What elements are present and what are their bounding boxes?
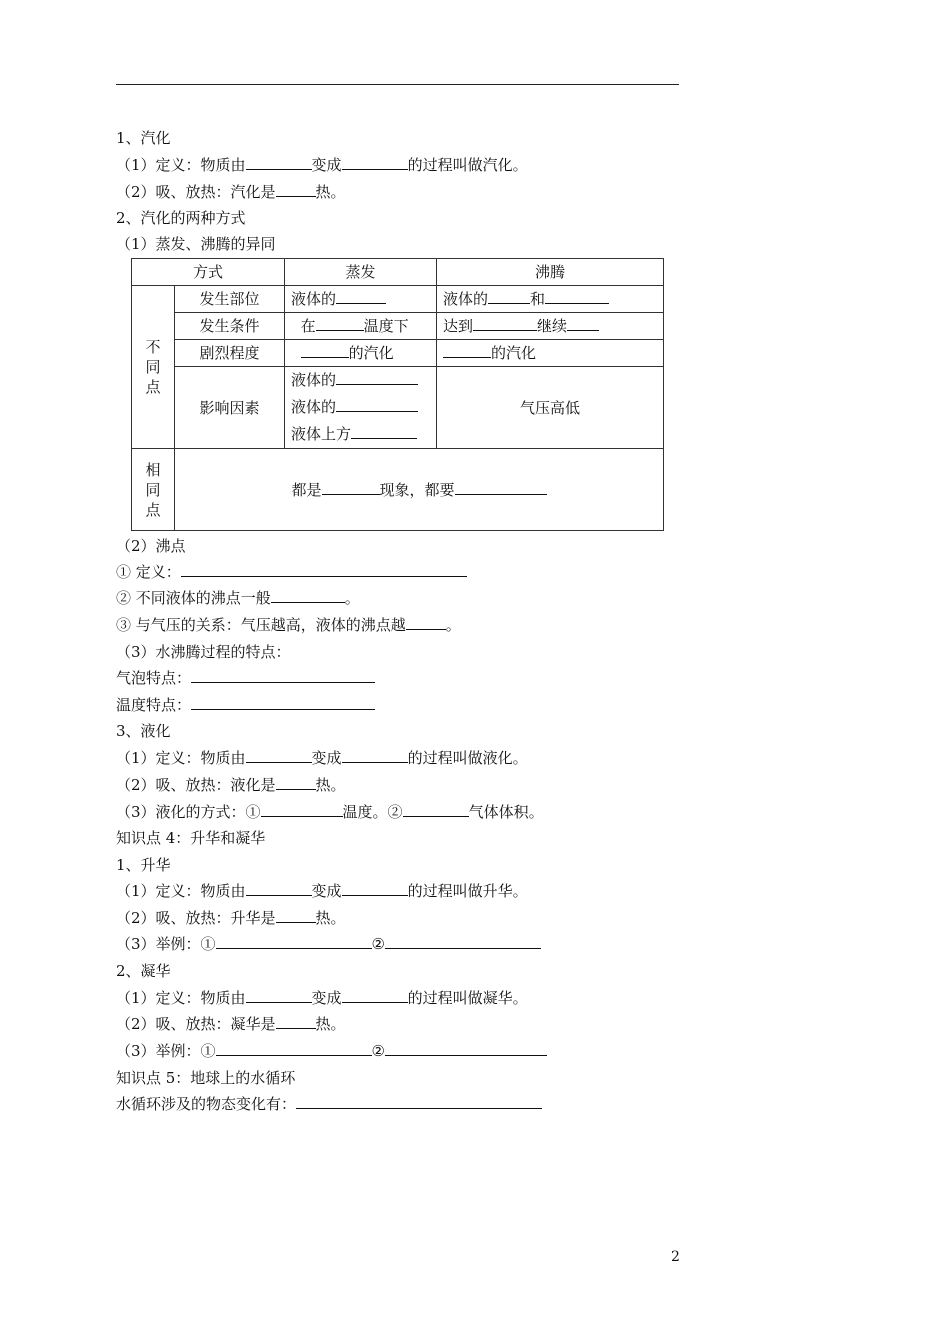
table-cell: 在 温度下	[285, 313, 437, 340]
question-line: （1）蒸发、沸腾的异同	[116, 235, 276, 253]
answer-blank[interactable]	[336, 370, 418, 385]
answer-blank[interactable]	[276, 908, 316, 923]
question-line: （2）吸、放热：液化是 热。	[116, 776, 346, 794]
table-cell: 液体的	[285, 286, 437, 313]
question-line: 水循环涉及的物态变化有：	[116, 1094, 542, 1114]
table-row	[132, 367, 664, 449]
section-title: 2、凝华	[116, 962, 171, 980]
answer-blank[interactable]	[261, 802, 343, 817]
row-label: 发生部位	[175, 286, 285, 313]
answer-blank[interactable]	[567, 316, 599, 331]
diff-label-cell: 不同点	[132, 286, 175, 449]
answer-blank[interactable]	[276, 182, 316, 197]
answer-blank[interactable]	[216, 1041, 372, 1056]
answer-blank[interactable]	[342, 881, 408, 896]
answer-blank[interactable]	[342, 988, 408, 1003]
question-line: ③ 与气压的关系：气压越高，液体的沸点越 。	[116, 616, 461, 634]
section-title: 2、汽化的两种方式	[116, 209, 246, 227]
same-label-cell: 相同点	[132, 449, 175, 531]
table-cell: 的汽化	[285, 340, 437, 367]
answer-blank[interactable]	[545, 289, 609, 304]
question-line: （2）吸、放热：升华是 热。	[116, 909, 346, 927]
answer-blank[interactable]	[385, 1041, 547, 1056]
question-line: ② 不同液体的沸点一般 。	[116, 589, 360, 607]
answer-blank[interactable]	[443, 343, 491, 358]
header-rule	[116, 84, 679, 85]
answer-blank[interactable]	[271, 588, 345, 603]
answer-blank[interactable]	[488, 289, 530, 304]
answer-blank[interactable]	[276, 775, 316, 790]
question-line: （3）举例：① ②	[116, 934, 541, 954]
question-line: （3）水沸腾过程的特点：	[116, 643, 291, 661]
answer-blank[interactable]	[246, 748, 312, 763]
table-cell: 液体的 和	[437, 286, 664, 313]
question-line: （1）定义：物质由 变成 的过程叫做液化。	[116, 749, 528, 767]
section-title: 3、液化	[116, 722, 171, 740]
answer-blank[interactable]	[455, 480, 547, 495]
table-cell: 都是 现象，都要	[175, 449, 664, 531]
table-cell: 的汽化	[437, 340, 664, 367]
answer-blank[interactable]	[342, 155, 408, 170]
comparison-table	[131, 258, 664, 531]
question-line: ① 定义：	[116, 562, 467, 582]
answer-blank[interactable]	[336, 289, 386, 304]
table-row	[132, 286, 664, 313]
table-cell: 液体的 液体的 液体上方	[285, 367, 437, 449]
section-title: 1、汽化	[116, 129, 171, 147]
answer-blank[interactable]	[191, 695, 375, 710]
table-row	[132, 340, 664, 367]
answer-blank[interactable]	[336, 397, 418, 412]
row-label: 发生条件	[175, 313, 285, 340]
table-cell: 气压高低	[437, 367, 664, 449]
question-line: （2）吸、放热：汽化是 热。	[116, 183, 346, 201]
answer-blank[interactable]	[191, 668, 375, 683]
question-line: （3）举例：① ②	[116, 1041, 547, 1061]
answer-blank[interactable]	[301, 343, 349, 358]
question-line: （3）液化的方式：① 温度。② 气体体积。	[116, 803, 544, 821]
answer-blank[interactable]	[216, 934, 372, 949]
question-line: （2）沸点	[116, 537, 186, 555]
table-cell: 达到 继续	[437, 313, 664, 340]
answer-blank[interactable]	[181, 562, 467, 577]
question-line: （1）定义：物质由 变成 的过程叫做升华。	[116, 882, 528, 900]
answer-blank[interactable]	[351, 424, 417, 439]
question-line: （1）定义：物质由 变成 的过程叫做汽化。	[116, 156, 528, 174]
answer-blank[interactable]	[246, 881, 312, 896]
answer-blank[interactable]	[406, 615, 446, 630]
answer-blank[interactable]	[322, 480, 380, 495]
question-line: 气泡特点：	[116, 668, 375, 688]
answer-blank[interactable]	[403, 802, 469, 817]
row-label: 影响因素	[175, 367, 285, 449]
answer-blank[interactable]	[246, 988, 312, 1003]
table-row	[132, 449, 664, 531]
section-title: 知识点 4：升华和凝华	[116, 829, 266, 847]
question-line: （2）吸、放热：凝华是 热。	[116, 1015, 346, 1033]
header-cell: 沸腾	[437, 259, 664, 286]
header-cell: 蒸发	[285, 259, 437, 286]
table-row	[132, 313, 664, 340]
answer-blank[interactable]	[316, 316, 364, 331]
answer-blank[interactable]	[296, 1094, 542, 1109]
answer-blank[interactable]	[246, 155, 312, 170]
table-row	[132, 259, 664, 286]
header-cell: 方式	[132, 259, 285, 286]
answer-blank[interactable]	[473, 316, 537, 331]
answer-blank[interactable]	[342, 748, 408, 763]
section-title: 1、升华	[116, 856, 171, 874]
row-label: 剧烈程度	[175, 340, 285, 367]
page-number: 2	[671, 1249, 680, 1265]
answer-blank[interactable]	[276, 1014, 316, 1029]
section-title: 知识点 5：地球上的水循环	[116, 1069, 296, 1087]
question-line: 温度特点：	[116, 695, 375, 715]
question-line: （1）定义：物质由 变成 的过程叫做凝华。	[116, 989, 528, 1007]
answer-blank[interactable]	[385, 934, 541, 949]
